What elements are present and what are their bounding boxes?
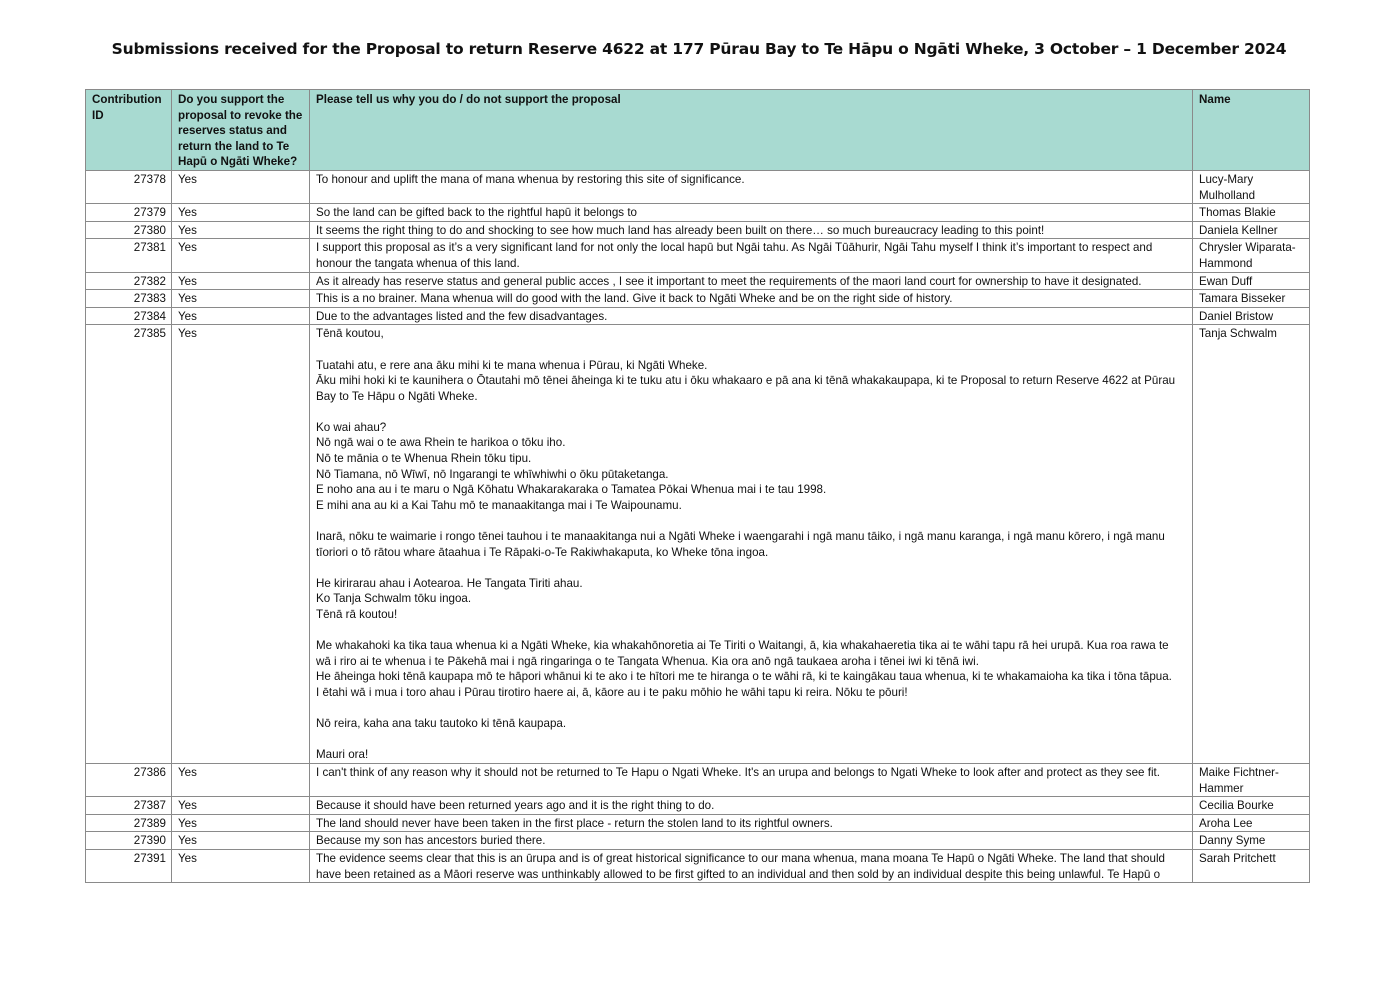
support-cell: Yes bbox=[172, 797, 310, 815]
support-cell: Yes bbox=[172, 763, 310, 796]
support-cell: Yes bbox=[172, 307, 310, 325]
reason-cell: This is a no brainer. Mana whenua will do good with the land. Give it back to Ngāti Wheke and be on the right side of history. bbox=[310, 290, 1193, 308]
reason-cell: The land should never have been taken in the first place - return the stolen land to its rightful owners. bbox=[310, 814, 1193, 832]
contribution-id-cell: 27387 bbox=[86, 797, 172, 815]
table-row bbox=[86, 239, 1310, 272]
reason-cell: Due to the advantages listed and the few disadvantages. bbox=[310, 307, 1193, 325]
name-cell: Daniela Kellner bbox=[1193, 221, 1310, 239]
name-cell: Lucy-Mary Mulholland bbox=[1193, 170, 1310, 203]
table-row bbox=[86, 204, 1310, 222]
contribution-id-cell: 27382 bbox=[86, 272, 172, 290]
reason-cell: Because my son has ancestors buried there. bbox=[310, 832, 1193, 850]
reason-cell: To honour and uplift the mana of mana whenua by restoring this site of significance. bbox=[310, 170, 1193, 203]
table-row bbox=[86, 814, 1310, 832]
table-row bbox=[86, 832, 1310, 850]
reason-cell: The evidence seems clear that this is an ūrupa and is of great historical significance to our mana whenua, mana moana Te Hapū o Ngāti Wheke. The land that should have been retained as a Māori reserve was unthinkably allowed to be first gifted to an individual and then sold by an individual despite this being unlawful. Te Hapū o bbox=[310, 849, 1193, 882]
support-cell: Yes bbox=[172, 325, 310, 764]
name-cell: Sarah Pritchett bbox=[1193, 849, 1310, 882]
table-row bbox=[86, 290, 1310, 308]
contribution-id-cell: 27385 bbox=[86, 325, 172, 764]
table-row bbox=[86, 797, 1310, 815]
support-cell: Yes bbox=[172, 849, 310, 882]
name-cell: Ewan Duff bbox=[1193, 272, 1310, 290]
table-body bbox=[86, 170, 1310, 882]
name-cell: Cecilia Bourke bbox=[1193, 797, 1310, 815]
name-cell: Daniel Bristow bbox=[1193, 307, 1310, 325]
support-cell: Yes bbox=[172, 290, 310, 308]
table-row bbox=[86, 849, 1310, 882]
table-row bbox=[86, 170, 1310, 203]
contribution-id-cell: 27390 bbox=[86, 832, 172, 850]
submissions-table bbox=[85, 89, 1310, 883]
reason-cell: So the land can be gifted back to the rightful hapū it belongs to bbox=[310, 204, 1193, 222]
header-contribution-id: Contribution ID bbox=[86, 90, 172, 171]
name-cell: Maike Fichtner-Hammer bbox=[1193, 763, 1310, 796]
contribution-id-cell: 27384 bbox=[86, 307, 172, 325]
contribution-id-cell: 27383 bbox=[86, 290, 172, 308]
contribution-id-cell: 27391 bbox=[86, 849, 172, 882]
header-reason: Please tell us why you do / do not support the proposal bbox=[310, 90, 1193, 171]
support-cell: Yes bbox=[172, 204, 310, 222]
table-row bbox=[86, 307, 1310, 325]
support-cell: Yes bbox=[172, 239, 310, 272]
table-row bbox=[86, 221, 1310, 239]
contribution-id-cell: 27379 bbox=[86, 204, 172, 222]
support-cell: Yes bbox=[172, 170, 310, 203]
reason-cell: I can't think of any reason why it should not be returned to Te Hapu o Ngati Wheke. It's an urupa and belongs to Ngati Wheke to look after and protect as they see fit. bbox=[310, 763, 1193, 796]
table-row bbox=[86, 325, 1310, 764]
table-header-row bbox=[86, 90, 1310, 171]
contribution-id-cell: 27386 bbox=[86, 763, 172, 796]
header-support: Do you support the proposal to revoke the reserves status and return the land to Te Hapū o Ngāti Wheke? bbox=[172, 90, 310, 171]
reason-cell: It seems the right thing to do and shocking to see how much land has already been built on there… so much bureaucracy leading to this point! bbox=[310, 221, 1193, 239]
name-cell: Danny Syme bbox=[1193, 832, 1310, 850]
contribution-id-cell: 27378 bbox=[86, 170, 172, 203]
contribution-id-cell: 27381 bbox=[86, 239, 172, 272]
contribution-id-cell: 27389 bbox=[86, 814, 172, 832]
support-cell: Yes bbox=[172, 221, 310, 239]
contribution-id-cell: 27380 bbox=[86, 221, 172, 239]
name-cell: Thomas Blakie bbox=[1193, 204, 1310, 222]
table-row bbox=[86, 272, 1310, 290]
reason-cell: Tēnā koutou, Tuatahi atu, e rere ana āku mihi ki te mana whenua i Pūrau, ki Ngāti Wheke. Āku mihi hoki ki te kaunihera o Ōtautahi mō tēnei āheinga ki te tuku atu i ōku whakaaro e pā ana ki tēnā whakakaupapa, ki te Proposal to return Reserve 4622 at Pūrau Bay to Te Hāpu o Ngāti Wheke. Ko wai ahau? Nō ngā wai o te awa Rhein te harikoa o tōku iho. Nō te mānia o te Whenua Rhein tōku tipu. Nō Tiamana, nō Wīwī, nō Ingarangi te whīwhiwhi o ōku pūtaketanga. E noho ana au i te maru o Ngā Kōhatu Whakarakaraka o Tamatea Pōkai Whenua mai i te tau 1998. E mihi ana au ki a Kai Tahu mō te manaakitanga mai i Te Waipounamu. Inarā, nōku te waimarie i rongo tēnei tauhou i te manaakitanga nui a Ngāti Wheke i waengarahi i ngā manu tāiko, i ngā manu karanga, i ngā manu kōrero, i ngā manu tīoriori o tō rātou whare ātaahua i Te Rāpaki-o-Te Rakiwhakaputa, ko Wheke tōna ingoa. He kirirarau ahau i Aotearoa. He Tangata Tiriti ahau. Ko Tanja Schwalm tōku ingoa. Tēnā rā koutou! Me whakahoki ka tika taua whenua ki a Ngāti Wheke, kia whakahōnoretia ai Te Tiriti o Waitangi, ā, kia whakahaeretia tika ai te wāhi tapu rā hei urupā. Kua roa rawa te wā i riro ai te whenua i te Pākehā mai i ngā ringaringa o te Tangata Whenua. Kia ora anō ngā taukaea aroha i tēnei iwi ki tēnā iwi. He āheinga hoki tēnā kaupapa mō te hāpori whānui ki te ako i te hītori me te hiranga o te wāhi rā, ki te kaingākau taua whenua, ki te whakamaioha ka tika i tōna tāpua. I ētahi wā i mua i toro ahau i Pūrau tirotiro haere ai, ā, kāore au i te paku mōhio he wāhi tapu ki reira. Nōku te pōuri! Nō reira, kaha ana taku tautoko ki tēnā kaupapa. Mauri ora! bbox=[310, 325, 1193, 764]
reason-cell: I support this proposal as it’s a very significant land for not only the local hapū but Ngāi tahu. As Ngāi Tūāhurir, Ngāi Tahu myself I think it’s important to respect and honour the tangata whenua of this land. bbox=[310, 239, 1193, 272]
name-cell: Chrysler Wiparata-Hammond bbox=[1193, 239, 1310, 272]
reason-cell: As it already has reserve status and general public acces , I see it important to meet the requirements of the maori land court for ownership to have it designated. bbox=[310, 272, 1193, 290]
support-cell: Yes bbox=[172, 832, 310, 850]
header-name: Name bbox=[1193, 90, 1310, 171]
reason-cell: Because it should have been returned years ago and it is the right thing to do. bbox=[310, 797, 1193, 815]
name-cell: Tamara Bisseker bbox=[1193, 290, 1310, 308]
name-cell: Aroha Lee bbox=[1193, 814, 1310, 832]
name-cell: Tanja Schwalm bbox=[1193, 325, 1310, 764]
support-cell: Yes bbox=[172, 814, 310, 832]
document-title: Submissions received for the Proposal to return Reserve 4622 at 177 Pūrau Bay to Te Hāpu o Ngāti Wheke, 3 October – 1 December 2024 bbox=[111, 40, 1287, 58]
support-cell: Yes bbox=[172, 272, 310, 290]
table-row bbox=[86, 763, 1310, 796]
